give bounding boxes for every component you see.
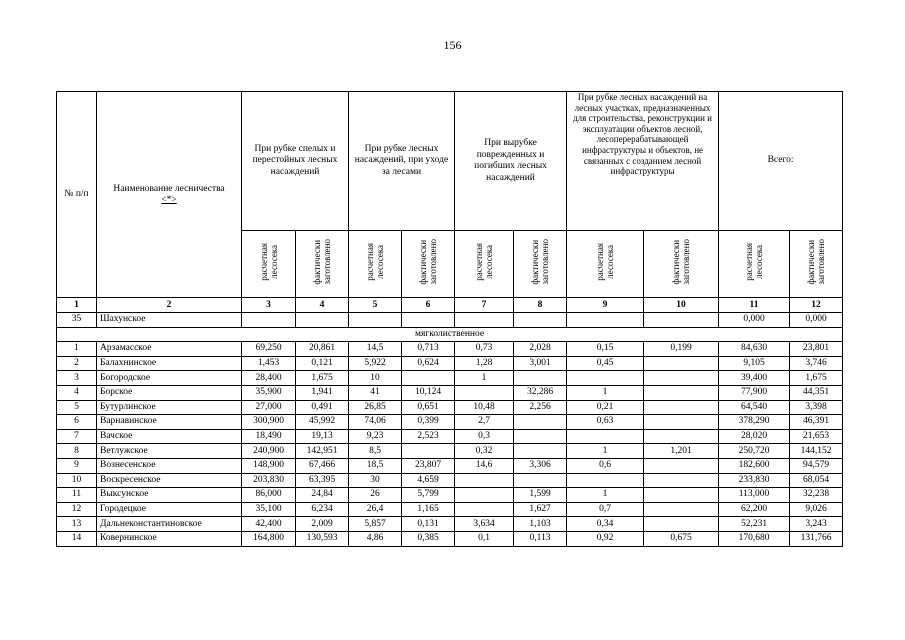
table-cell [567, 473, 644, 488]
table-cell: 10 [349, 371, 402, 386]
table-cell: 23,801 [790, 342, 843, 357]
table-cell: 0,491 [296, 400, 349, 415]
table-cell: 0,7 [567, 502, 644, 517]
table-cell: 94,579 [790, 458, 843, 473]
subheader-actual: фактически заготовлено [790, 231, 843, 298]
table-cell: 27,000 [242, 400, 296, 415]
forestry-name: Варнавинское [97, 415, 242, 430]
table-cell: 0,21 [567, 400, 644, 415]
header-name-note: <*> [161, 194, 177, 205]
subheader-calc: расчетная лесосека [567, 231, 644, 298]
table-cell [455, 502, 514, 517]
table-cell: 148,900 [242, 458, 296, 473]
forestry-name: Выксунское [97, 488, 242, 503]
table-cell: 9,105 [719, 356, 790, 371]
table-cell: 0,63 [567, 415, 644, 430]
table-row [57, 371, 843, 386]
subheader-calc: расчетная лесосека [719, 231, 790, 298]
table-cell: 14,5 [349, 342, 402, 357]
table-cell [644, 400, 719, 415]
header-group-mature: При рубке спелых и перестойных лесных насаждений [242, 92, 349, 231]
row-number: 8 [57, 444, 97, 459]
table-cell: 1,103 [514, 517, 567, 532]
table-row [57, 385, 843, 400]
forestry-name: Богородское [97, 371, 242, 386]
table-row [57, 342, 843, 357]
table-row [57, 400, 843, 415]
row-number: 11 [57, 488, 97, 503]
table-cell: 5,922 [349, 356, 402, 371]
table-cell [514, 473, 567, 488]
table-cell: 62,200 [719, 502, 790, 517]
table-cell: 26,4 [349, 502, 402, 517]
table-cell [514, 371, 567, 386]
table-cell: 131,766 [790, 531, 843, 546]
table-cell [567, 429, 644, 444]
forestry-name: Воскресенское [97, 473, 242, 488]
table-cell: 250,720 [719, 444, 790, 459]
row-number: 4 [57, 385, 97, 400]
table-row [57, 458, 843, 473]
table-cell: 0,121 [296, 356, 349, 371]
forestry-name: Дальнеконстантиновское [97, 517, 242, 532]
table-cell [644, 371, 719, 386]
table-cell: 5,857 [349, 517, 402, 532]
table-cell: 26,85 [349, 400, 402, 415]
table-cell: 1,941 [296, 385, 349, 400]
table-cell [644, 385, 719, 400]
table-cell: 2,523 [402, 429, 455, 444]
table-cell: 9,23 [349, 429, 402, 444]
table-cell: 1 [455, 371, 514, 386]
table-cell: 86,000 [242, 488, 296, 503]
table-cell [644, 517, 719, 532]
table-cell [514, 444, 567, 459]
row-number: 13 [57, 517, 97, 532]
table-cell: 0,45 [567, 356, 644, 371]
table-cell: 84,630 [719, 342, 790, 357]
table-cell: 2,009 [296, 517, 349, 532]
subheader-calc: расчетная лесосека [349, 231, 402, 298]
table-cell: 24,84 [296, 488, 349, 503]
table-cell: 28,400 [242, 371, 296, 386]
subheader-calc: расчетная лесосека [455, 231, 514, 298]
table-cell: 77,900 [719, 385, 790, 400]
table-cell: 0,34 [567, 517, 644, 532]
table-cell: 300,900 [242, 415, 296, 430]
row-number: 7 [57, 429, 97, 444]
table-cell [644, 502, 719, 517]
page-number: 156 [443, 38, 462, 52]
table-cell: 35,100 [242, 502, 296, 517]
table-cell [644, 458, 719, 473]
table-cell: 170,680 [719, 531, 790, 546]
table-cell: 0,131 [402, 517, 455, 532]
table-cell: 113,000 [719, 488, 790, 503]
table-cell: 378,290 [719, 415, 790, 430]
table-cell: 1,675 [296, 371, 349, 386]
forestry-name: Борское [97, 385, 242, 400]
row-number: 5 [57, 400, 97, 415]
table-row [57, 473, 843, 488]
row-number: 2 [57, 356, 97, 371]
table-cell: 1,627 [514, 502, 567, 517]
table-cell: 8,5 [349, 444, 402, 459]
table-cell: 23,807 [402, 458, 455, 473]
table-cell: 2,7 [455, 415, 514, 430]
table-cell: 9,026 [790, 502, 843, 517]
table-cell: 240,900 [242, 444, 296, 459]
table-cell: 6,234 [296, 502, 349, 517]
table-row [57, 444, 843, 459]
table-row [57, 356, 843, 371]
table-cell: 0,92 [567, 531, 644, 546]
table-cell [455, 488, 514, 503]
table-cell: 32,286 [514, 385, 567, 400]
table-cell: 18,490 [242, 429, 296, 444]
table-cell: 21,653 [790, 429, 843, 444]
table-cell [644, 356, 719, 371]
table-cell: 4,659 [402, 473, 455, 488]
subheader-actual: фактически заготовлено [644, 231, 719, 298]
table-cell: 182,600 [719, 458, 790, 473]
table-cell: 39,400 [719, 371, 790, 386]
forestry-name: Ковернинское [97, 531, 242, 546]
table-cell: 3,306 [514, 458, 567, 473]
table-cell: 1,453 [242, 356, 296, 371]
table-cell: 10,124 [402, 385, 455, 400]
table-cell: 130,593 [296, 531, 349, 546]
table-cell: 52,231 [719, 517, 790, 532]
forestry-name: Вознесенское [97, 458, 242, 473]
table-cell: 74,06 [349, 415, 402, 430]
row-number: 14 [57, 531, 97, 546]
table-cell: 69,250 [242, 342, 296, 357]
table-row [57, 429, 843, 444]
table-cell: 10,48 [455, 400, 514, 415]
row-number: 9 [57, 458, 97, 473]
table-cell: 14,6 [455, 458, 514, 473]
table-cell: 1,28 [455, 356, 514, 371]
table-cell: 0,713 [402, 342, 455, 357]
subheader-calc: расчетная лесосека [242, 231, 296, 298]
table-row [57, 502, 843, 517]
table-cell: 1 [567, 444, 644, 459]
table-cell [644, 415, 719, 430]
table-cell: 45,992 [296, 415, 349, 430]
table-cell [644, 473, 719, 488]
table-cell [514, 415, 567, 430]
table-cell: 1,201 [644, 444, 719, 459]
table-cell: 42,400 [242, 517, 296, 532]
table-cell: 0,1 [455, 531, 514, 546]
header-group-care: При рубке лесных насаждений, при уходе за лесами [349, 92, 455, 231]
row-number: 6 [57, 415, 97, 430]
row-number: 10 [57, 473, 97, 488]
forestry-table [56, 91, 843, 547]
table-cell: 28,020 [719, 429, 790, 444]
table-cell: 67,466 [296, 458, 349, 473]
table-cell: 233,830 [719, 473, 790, 488]
table-cell: 41 [349, 385, 402, 400]
table-cell: 144,152 [790, 444, 843, 459]
table-cell: 0,6 [567, 458, 644, 473]
table-cell: 0,651 [402, 400, 455, 415]
table-cell: 30 [349, 473, 402, 488]
subheader-actual: фактически заготовлено [514, 231, 567, 298]
table-cell [402, 444, 455, 459]
forestry-name: Балахнинское [97, 356, 242, 371]
column-number-row: 1 2 3 4 5 6 7 8 9 10 11 12 [57, 298, 843, 313]
forestry-name: Бутурлинское [97, 400, 242, 415]
table-cell: 68,054 [790, 473, 843, 488]
table-cell: 1 [567, 488, 644, 503]
table-cell: 0,73 [455, 342, 514, 357]
table-cell: 26 [349, 488, 402, 503]
table-cell [455, 385, 514, 400]
row-number: 3 [57, 371, 97, 386]
table-cell: 63,395 [296, 473, 349, 488]
table-cell: 164,800 [242, 531, 296, 546]
row-number: 12 [57, 502, 97, 517]
header-name-text: Наименование лесничества [113, 183, 225, 194]
header-group-total: Всего: [719, 92, 843, 231]
header-group-damaged: При вырубке поврежденных и погибших лесных насаждений [455, 92, 567, 231]
table-cell: 0,15 [567, 342, 644, 357]
table-cell: 18,5 [349, 458, 402, 473]
table-cell: 44,351 [790, 385, 843, 400]
table-cell [514, 429, 567, 444]
table-cell: 5,799 [402, 488, 455, 503]
table-cell: 142,951 [296, 444, 349, 459]
header-num: № п/п [57, 92, 97, 298]
table-row [57, 415, 843, 430]
forestry-name: Городецкое [97, 502, 242, 517]
row-number: 1 [57, 342, 97, 357]
table-cell [455, 473, 514, 488]
table-row [57, 488, 843, 503]
table-cell: 32,238 [790, 488, 843, 503]
table-cell: 0,399 [402, 415, 455, 430]
table-cell: 3,746 [790, 356, 843, 371]
table-row [57, 517, 843, 532]
table-cell: 2,028 [514, 342, 567, 357]
table-cell: 1,675 [790, 371, 843, 386]
table-cell: 3,001 [514, 356, 567, 371]
table-cell: 0,675 [644, 531, 719, 546]
header-name [97, 92, 242, 298]
table-cell: 19,13 [296, 429, 349, 444]
table-row [57, 531, 843, 546]
forestry-name: Арзамасское [97, 342, 242, 357]
table-cell [402, 371, 455, 386]
section-row [57, 327, 843, 342]
table-row: 35 Шахунское 0,000 0,000 [57, 313, 843, 328]
table-cell: 0,32 [455, 444, 514, 459]
table-cell: 1,165 [402, 502, 455, 517]
table-cell: 64,540 [719, 400, 790, 415]
table-cell: 20,861 [296, 342, 349, 357]
subheader-actual: фактически заготовлено [402, 231, 455, 298]
forestry-name: Ветлужское [97, 444, 242, 459]
forestry-name: Вачское [97, 429, 242, 444]
table-cell: 35,900 [242, 385, 296, 400]
table-cell: 0,199 [644, 342, 719, 357]
header-group-construction: При рубке лесных насаждений на лесных участках, предназначенных для строительства, реконструкции и эксплуатации объектов лесной, лесоперерабатывающей инфраструктуры и объектов, не связанных с созданием лесной инфраструктуры [567, 92, 719, 231]
section-label: мягколиственное [57, 327, 843, 342]
table-cell: 0,624 [402, 356, 455, 371]
table-cell: 4,86 [349, 531, 402, 546]
subheader-actual: фактически заготовлено [296, 231, 349, 298]
table-cell: 3,243 [790, 517, 843, 532]
table-cell: 0,3 [455, 429, 514, 444]
table-cell: 1 [567, 385, 644, 400]
table-cell: 3,634 [455, 517, 514, 532]
table-cell: 1,599 [514, 488, 567, 503]
table-cell: 0,385 [402, 531, 455, 546]
table-cell: 3,398 [790, 400, 843, 415]
table-cell: 203,830 [242, 473, 296, 488]
table-cell: 0,113 [514, 531, 567, 546]
table-cell [644, 488, 719, 503]
table-cell: 46,391 [790, 415, 843, 430]
table-cell [567, 371, 644, 386]
table-cell: 2,256 [514, 400, 567, 415]
table-cell [644, 429, 719, 444]
